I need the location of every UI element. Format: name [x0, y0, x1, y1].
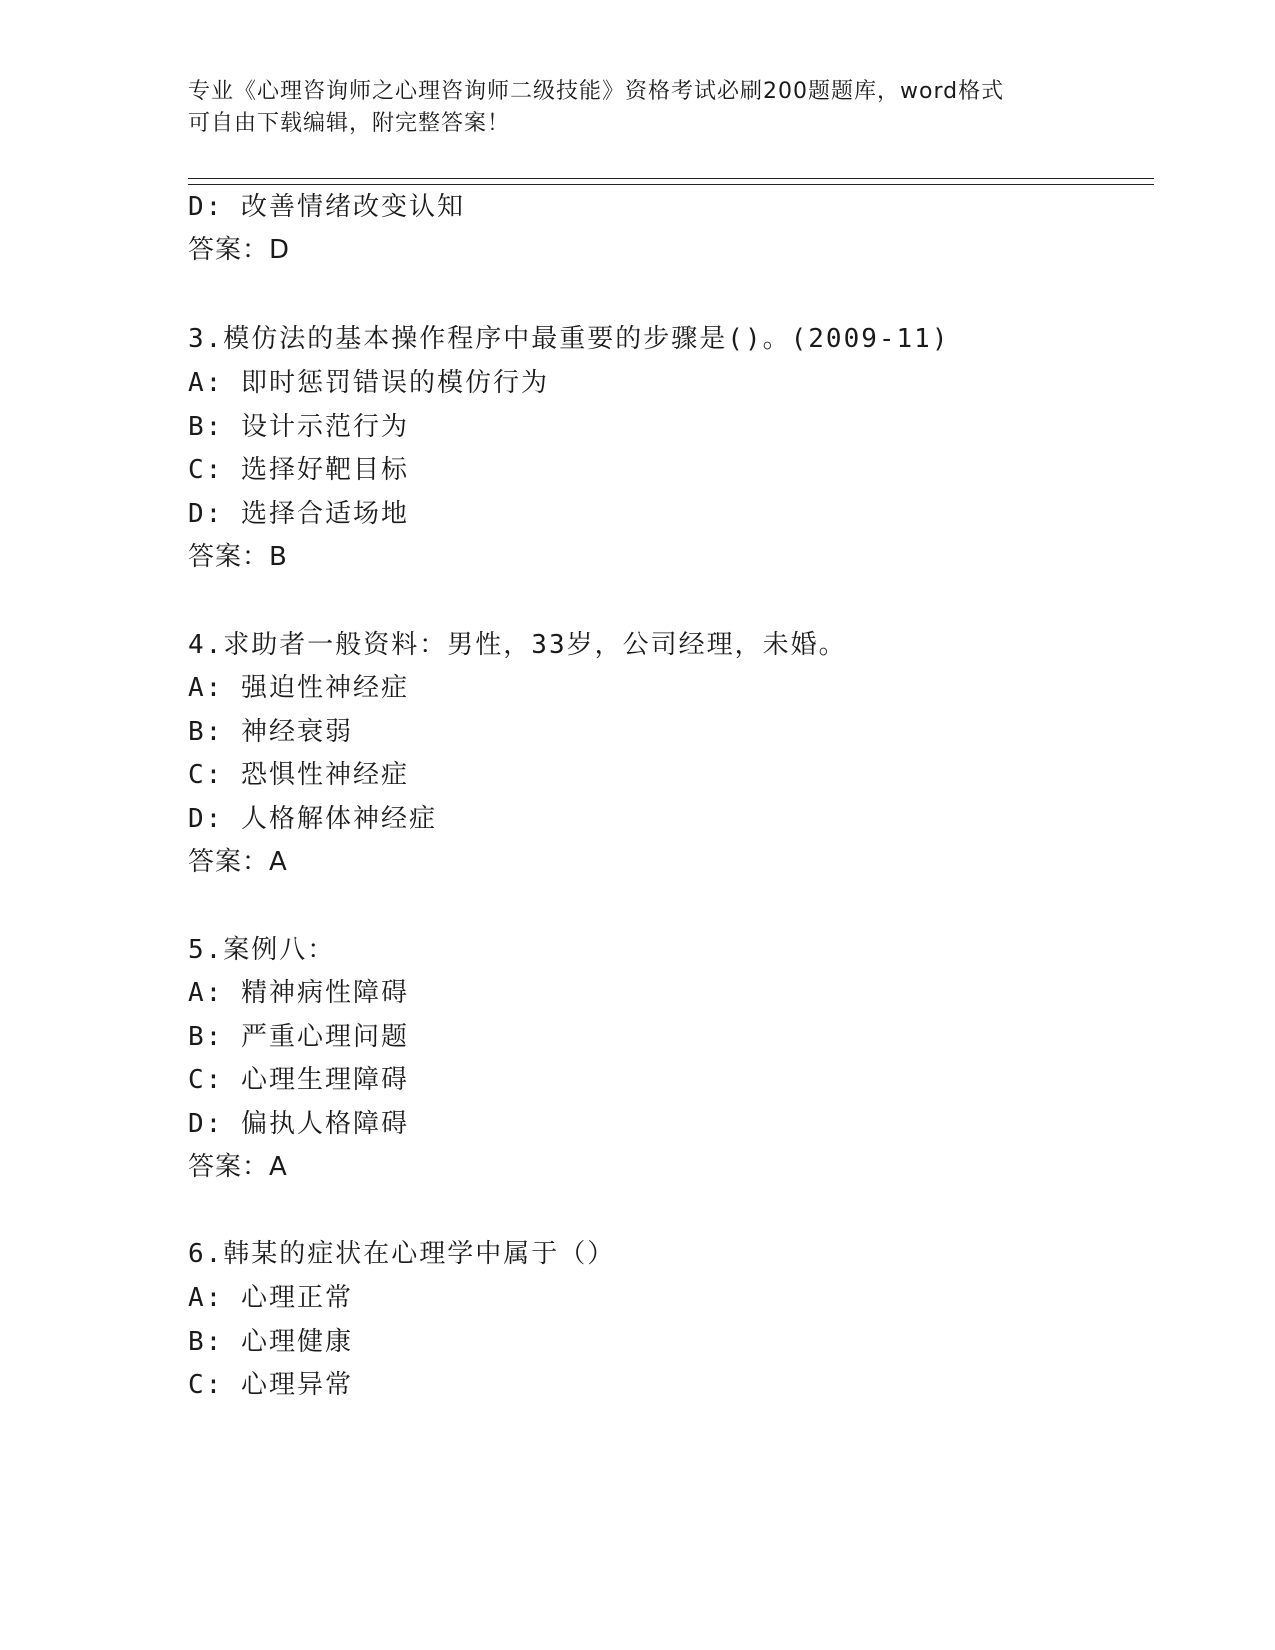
question-4-stem: 4.求助者一般资料：男性，33岁，公司经理，未婚。: [188, 630, 847, 660]
question-5-answer: 答案：A: [188, 1152, 288, 1182]
question-6-option-c: C: 心理异常: [188, 1370, 353, 1400]
question-4-option-c: C: 恐惧性神经症: [188, 760, 409, 790]
header-divider-top: [188, 178, 1154, 179]
header-line-1: 专业《心理咨询师之心理咨询师二级技能》资格考试必刷200题题库，word格式: [188, 79, 1005, 104]
carryover-answer: 答案：D: [188, 235, 291, 265]
question-3-stem: 3.模仿法的基本操作程序中最重要的步骤是()。(2009-11): [188, 324, 950, 354]
question-5-option-b: B: 严重心理问题: [188, 1022, 409, 1052]
question-4-option-a: A: 强迫性神经症: [188, 673, 409, 703]
question-6-option-b: B: 心理健康: [188, 1327, 353, 1357]
question-3-option-c: C: 选择好靶目标: [188, 455, 409, 485]
question-4-answer: 答案：A: [188, 847, 288, 877]
carryover-option-d: D: 改善情绪改变认知: [188, 192, 465, 222]
question-3-option-d: D: 选择合适场地: [188, 499, 409, 529]
header-line-2: 可自由下载编辑，附完整答案！: [188, 111, 511, 136]
question-5-option-d: D: 偏执人格障碍: [188, 1109, 409, 1139]
question-3-option-a: A: 即时惩罚错误的模仿行为: [188, 368, 549, 398]
question-5-option-a: A: 精神病性障碍: [188, 978, 409, 1008]
question-5-option-c: C: 心理生理障碍: [188, 1065, 409, 1095]
question-3-answer: 答案：B: [188, 542, 288, 572]
page-header: [188, 76, 1068, 140]
question-5-stem: 5.案例八：: [188, 935, 336, 965]
question-4-option-b: B: 神经衰弱: [188, 717, 353, 747]
question-6-stem: 6.韩某的症状在心理学中属于（）: [188, 1239, 616, 1269]
header-divider-bottom: [188, 184, 1154, 185]
question-6-option-a: A: 心理正常: [188, 1283, 353, 1313]
question-4-option-d: D: 人格解体神经症: [188, 804, 437, 834]
question-3-option-b: B: 设计示范行为: [188, 412, 409, 442]
